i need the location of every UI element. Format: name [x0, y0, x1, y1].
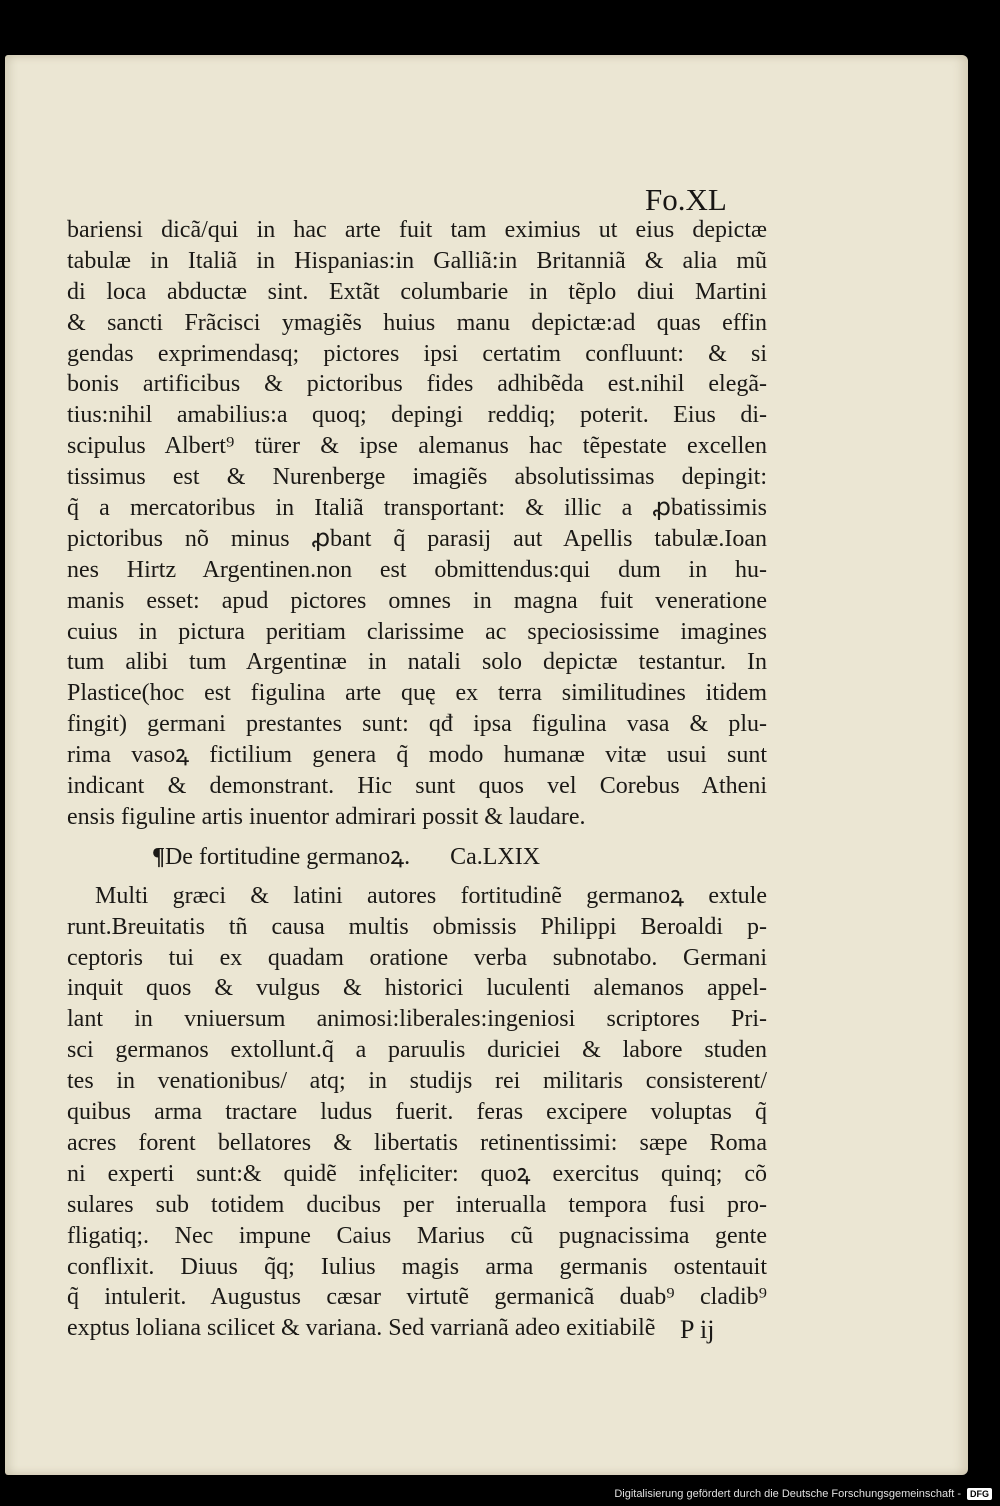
text-line: fingit) germani prestantes sunt: qđ ipsa figulina vasa & plu- [67, 711, 767, 738]
text-line: conflixit. Diuus q̃q; Iulius magis arma germanis ostentauit [67, 1253, 767, 1280]
text-line: runt.Breuitatis tñ causa multis obmissis Philippi Beroaldi p- [67, 913, 767, 940]
paragraph-artists [67, 215, 767, 833]
paragraph-fortitude [67, 881, 767, 1344]
text-line: di loca abductæ sint. Extãt columbarie in tẽplo diui Martini [67, 278, 767, 305]
text-line: rima vasoꝝ fictilium genera q̃ modo humanæ vitæ usui sunt [67, 742, 767, 769]
text-line: sulares sub totidem ducibus per interualla tempora fusi pro- [67, 1191, 767, 1218]
text-line: manis esset: apud pictores omnes in magna fuit veneratione [67, 587, 767, 614]
text-line: exptus loliana scilicet & variana. Sed varrianã adeo exitiabilẽ [67, 1315, 656, 1342]
book-page [5, 55, 968, 1475]
text-line: indicant & demonstrant. Hic sunt quos vel Corebus Atheni [67, 773, 767, 800]
text-line: ceptoris tui ex quadam oratione verba subnotabo. Germani [67, 944, 767, 971]
text-line: tissimus est & Nurenberge imagiẽs absolutissimas depingit: [67, 464, 767, 491]
heading-title-text: De fortitudine germanoꝝ. [164, 843, 411, 870]
text-line: inquit quos & vulgus & historici luculenti alemanos appel- [67, 975, 767, 1002]
pilcrow-icon: ¶ [152, 843, 165, 870]
footer-text: Digitalisierung gefördert durch die Deutsche Forschungsgemeinschaft - [614, 1488, 961, 1500]
text-line: gendas exprimendasq; pictores ipsi certatim confluunt: & si [67, 340, 767, 367]
text-line: bonis artificibus & pictoribus fides adhibẽda est.nihil elegã- [67, 371, 767, 398]
text-line: tum alibi tum Argentinæ in natali solo depictæ testantur. In [67, 649, 767, 676]
text-line: q̃ a mercatoribus in Italiã transportant: & illic a ꝓbatissimis [67, 495, 767, 522]
text-line: tabulæ in Italiã in Hispanias:in Galliã:in Britanniã & alia mũ [67, 247, 767, 274]
text-line: ni experti sunt:& quidẽ infęliciter: quoꝝ exercitus quinq; cõ [67, 1160, 767, 1187]
digitization-footer [614, 1488, 992, 1500]
text-line: quibus arma tractare ludus fuerit. feras excipere voluptas q̃ [67, 1099, 767, 1126]
text-line: bariensi dicã/qui in hac arte fuit tam eximius ut eius depictæ [67, 217, 767, 243]
text-line: sci germanos extollunt.q̃ a paruulis duriciei & labore studen [67, 1037, 767, 1064]
signature-mark: P ij [680, 1315, 715, 1344]
text-line: tes in venationibus/ atq; in studijs rei militaris consisterent/ [67, 1068, 767, 1095]
text-line: lant in vniuersum animosi:liberales:ingeniosi scriptores Pri- [67, 1006, 767, 1033]
text-line: nes Hirtz Argentinen.non est obmittendus:qui dum in hu- [67, 556, 767, 583]
chapter-number: Ca.LXIX [450, 843, 541, 870]
page-text [67, 215, 767, 1344]
text-line: pictoribus nõ minus ꝓbant q̃ parasij aut Apellis tabulæ.Ioan [67, 525, 767, 552]
text-line: & sancti Frãcisci ymagiẽs huius manu depictæ:ad quas effin [67, 309, 767, 336]
text-line: tius:nihil amabilius:a quoq; depingi reddiq; poterit. Eius di- [67, 402, 767, 429]
text-line: Multi græci & latini autores fortitudinẽ germanoꝝ extule [95, 882, 767, 909]
text-line: q̃ intulerit. Augustus cæsar virtutẽ germanicã duab⁹ cladib⁹ [67, 1284, 767, 1311]
text-line: acres forent bellatores & libertatis retinentissimi: sæpe Roma [67, 1129, 767, 1156]
chapter-heading [67, 833, 767, 881]
text-line: scipulus Albert⁹ türer & ipse alemanus hac tẽpestate excellen [67, 433, 767, 460]
text-line: cuius in pictura peritiam clarissime ac speciosissime imagines [67, 618, 767, 645]
folio-number: Fo.XL [645, 182, 727, 217]
text-line: fligatiq;. Nec impune Caius Marius cũ pugnacissima gente [67, 1222, 767, 1249]
text-line: Plastice(hoc est figulina arte quę ex terra similitudines itidem [67, 680, 767, 707]
text-line: ensis figuline artis inuentor admirari possit & laudare. [67, 803, 586, 830]
dfg-logo: DFG [967, 1488, 992, 1500]
heading-title [152, 833, 410, 881]
